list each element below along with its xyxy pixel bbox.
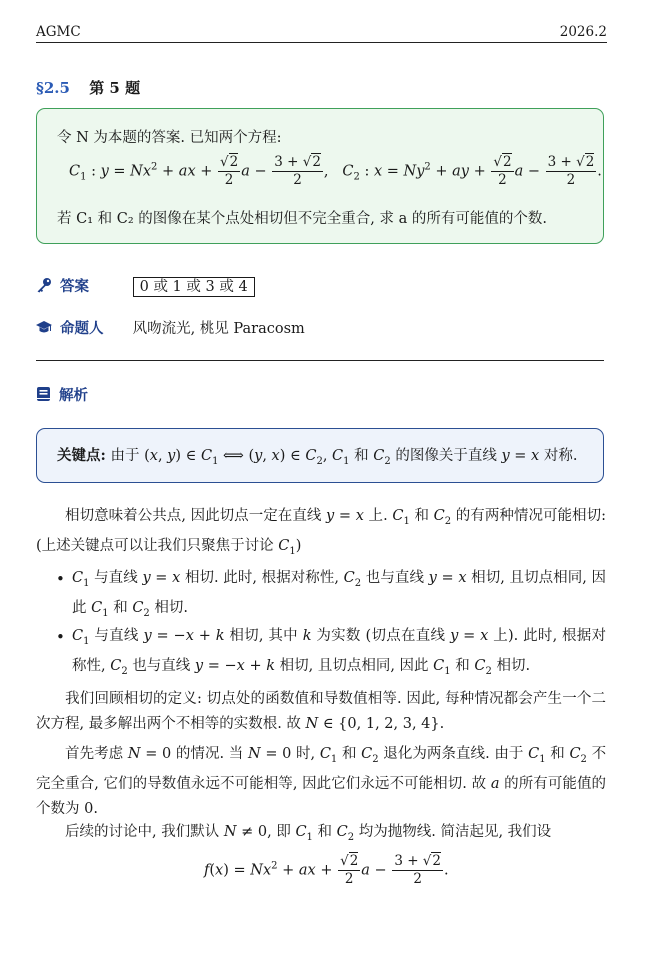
paragraph: 我们回顾相切的定义: 切点处的函数值和导数值相等. 因此, 每种情况都会产生一个二次方程, 最多解出两个不相等的实数根. 故 N ∈ {0, 1, 2, 3, 4}. xyxy=(36,691,606,732)
page-header xyxy=(36,24,607,43)
graduation-cap-icon xyxy=(36,319,52,335)
list-item: $C_1$ 与直线 y = −x + k 相切, 其中 k 为实数 (切点在直线 y = x 上). 此时, 根据对称性, $C_2$ 也与直线 y = −x + k 相切, 且切点相同, 因此 $C_1$ 和 $C_2$ 相切. xyxy=(72,628,607,677)
bullet-dot: • xyxy=(56,628,65,646)
answer-row xyxy=(36,275,255,296)
problem-box xyxy=(36,108,604,244)
header-left: AGMC xyxy=(36,24,81,40)
section-number: §2.5 xyxy=(36,79,70,97)
problem-statement-line: 令 N 为本题的答案. 已知两个方程: xyxy=(57,130,282,146)
list-item: $C_1$ 与直线 y = x 相切. 此时, 根据对称性, $C_2$ 也与直线 y = x 相切, 且切点相同, 因此 $C_1$ 和 $C_2$ 相切. xyxy=(72,570,607,619)
key-point-label: 关键点: xyxy=(57,447,106,464)
section-title: 第 5 题 xyxy=(89,79,141,97)
paragraph: 相切意味着公共点, 因此切点一定在直线 y = x 上. $C_1$ 和 $C_2$ 的有两种情况可能相切: (上述关键点可以让我们只聚焦于讨论 $C_1$) xyxy=(36,508,607,557)
author-label: 命题人 xyxy=(60,320,104,337)
problem-equations: $C_1$ : $y = Nx^2$ + ax + $\frac{√2}{2}$ a − $\frac{3 + √2}{2}$ , $C_2$ : $x = Ny^2$ + ay + $\frac{√2}{2}$ a − $\frac{3 + √2}{2}$ . xyxy=(69,154,602,188)
answer-value: 0 或 1 或 3 或 4 xyxy=(133,277,255,297)
section-heading xyxy=(36,77,140,98)
author-value: 风吻流光, 桃见 Paracosm xyxy=(132,321,305,337)
paragraph: 后续的讨论中, 我们默认 N ≠ 0, 即 $C_1$ 和 $C_2$ 均为抛物线. 简洁起见, 我们设 xyxy=(36,824,552,843)
problem-question-line: 若 C₁ 和 C₂ 的图像在某个点处相切但不完全重合, 求 a 的所有可能值的个数. xyxy=(57,211,547,227)
function-definition: $f(x) = Nx^2$ + ax + $\frac{√2}{2}$ a − $\frac{3 + √2}{2}$ . xyxy=(204,853,449,887)
bullet-dot: • xyxy=(56,570,65,588)
analysis-heading xyxy=(36,384,128,405)
header-right: 2026.2 xyxy=(559,24,607,40)
book-icon xyxy=(36,386,51,402)
answer-label: 答案 xyxy=(60,278,89,295)
paragraph: 首先考虑 N = 0 的情况. 当 N = 0 时, $C_1$ 和 $C_2$ 退化为两条直线. 由于 $C_1$ 和 $C_2$ 不完全重合, 它们的导数值永远不可能相等, 因此它们永远不可能相切. 故 a 的所有可能值的个数为 0. xyxy=(36,746,607,817)
author-row xyxy=(36,317,305,338)
analysis-label: 解析 xyxy=(59,387,88,404)
key-icon xyxy=(36,277,52,293)
divider xyxy=(36,360,604,361)
key-point-box: 关键点: 由于 (x, y) ∈ $C_1$ ⟺ (y, x) ∈ $C_2$, $C_1$ 和 $C_2$ 的图像关于直线 y = x 对称. xyxy=(36,428,604,483)
